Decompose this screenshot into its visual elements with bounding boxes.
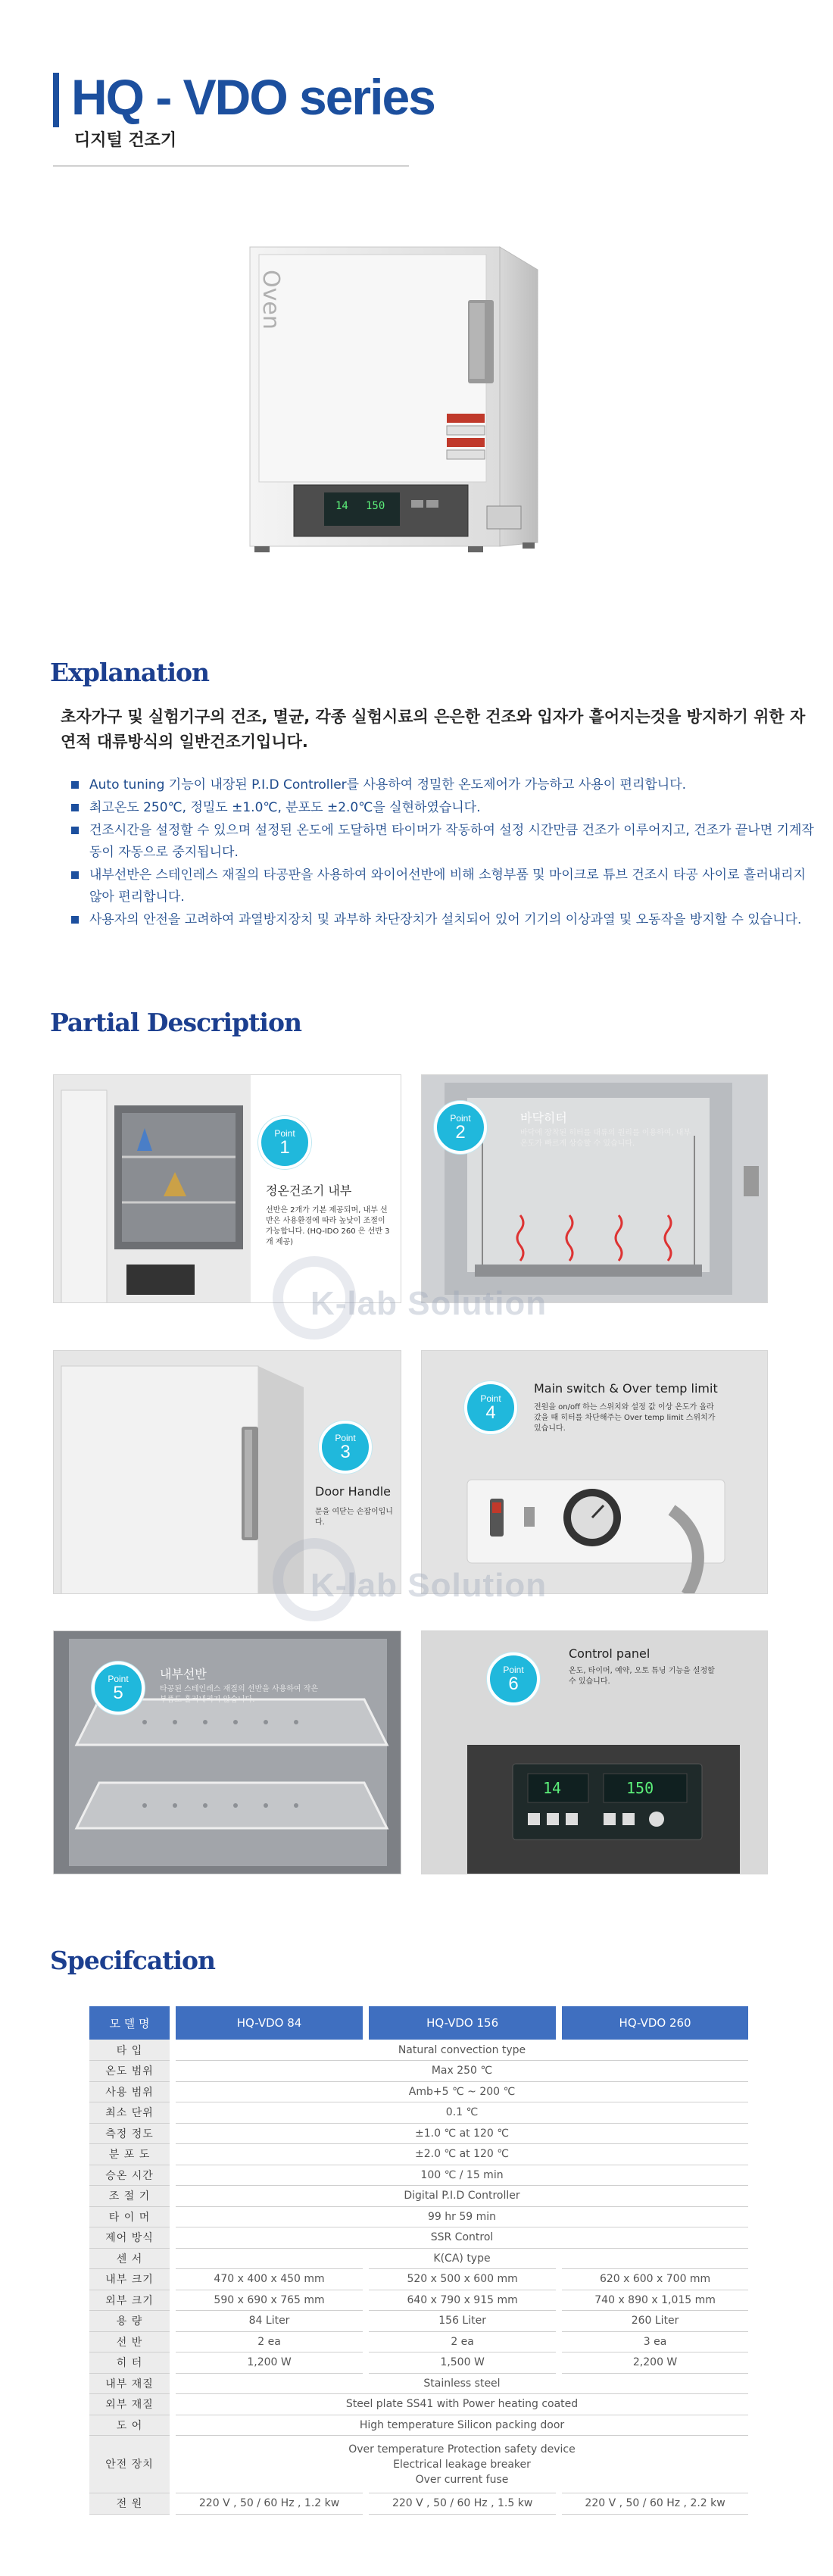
point-badge-number: 5 [113,1683,123,1703]
spec-row-label: 용 량 [89,2311,173,2332]
point-badge-word: Point [480,1393,501,1404]
table-row [89,2061,748,2082]
point-card-5 [53,1630,401,1874]
point-description: 온도, 타이머, 예약, 오토 튜닝 기능을 설정할 수 있습니다. [569,1667,715,1686]
spec-model-header: HQ-VDO 84 [173,2006,366,2040]
point-badge-word: Point [108,1674,129,1684]
table-row [89,2227,748,2249]
point-badge-word: Point [335,1433,356,1443]
point-card-1 [53,1074,401,1303]
spec-row-label: 외부 크기 [89,2290,173,2311]
table-row [89,2248,748,2269]
specification-heading: Specifcation [50,1946,215,1975]
spec-cell: 520 x 500 x 600 mm [366,2269,559,2290]
spec-cell: 220 V , 50 / 60 Hz , 2.2 kw [559,2493,748,2515]
table-row [89,2123,748,2144]
spec-row-label: 분 포 도 [89,2144,173,2165]
oven-display-left: 14 [335,500,348,512]
spec-cell [173,2436,748,2493]
spec-row-label: 제어 방식 [89,2227,173,2249]
point-title: 내부선반 [160,1667,207,1681]
point-description: 선반은 2개가 기본 제공되며, 내부 선반은 사용환경에 따라 높낮이 조절이 가능합니다. (HQ-IDO 260 은 선반 3개 제공) [266,1206,390,1246]
list-item: 내부선반은 스테인레스 재질의 타공판을 사용하여 와이어선반에 비해 소형부품 및 마이크로 튜브 건조시 타공 사이로 흘러내리지 않아 편리합니다. [68,864,818,908]
spec-row-label: 타 입 [89,2040,173,2061]
oven-display-right: 150 [366,500,385,512]
spec-cell: 640 x 790 x 915 mm [366,2290,559,2311]
spec-cell: 220 V , 50 / 60 Hz , 1.2 kw [173,2493,366,2515]
spec-row-label: 타 이 머 [89,2206,173,2227]
spec-cell: ±1.0 ℃ at 120 ℃ [173,2123,748,2144]
point-description: 문을 여닫는 손잡이입니다. [315,1508,393,1527]
point-card-6 [421,1630,768,1874]
spec-row-label: 온도 범위 [89,2061,173,2082]
panel-display-left: 14 [543,1779,562,1797]
spec-row-label: 히 터 [89,2352,173,2374]
spec-cell: Max 250 ℃ [173,2061,748,2082]
table-row [89,2373,748,2394]
point-title: Door Handle [315,1484,391,1499]
point-title: Main switch & Over temp limit [534,1381,718,1396]
spec-cell: 84 Liter [173,2311,366,2332]
point-badge-word: Point [503,1665,524,1675]
explanation-lead: 초자가구 및 실험기구의 건조, 멸균, 각종 실험시료의 은은한 건조와 입자가 흩어지는것을 방지하기 위한 자연적 대류방식의 일반건조기입니다. [61,708,806,751]
page-subtitle: 디지털 건조기 [74,131,177,150]
spec-header-row [89,2006,748,2040]
spec-row-label: 내부 크기 [89,2269,173,2290]
spec-row-label: 센 서 [89,2248,173,2269]
spec-header-label: 모 델 명 [89,2006,173,2040]
spec-cell: 3 ea [559,2331,748,2352]
spec-cell: Amb+5 ℃ ~ 200 ℃ [173,2081,748,2102]
spec-model-header: HQ-VDO 260 [559,2006,748,2040]
spec-cell: Natural convection type [173,2040,748,2061]
spec-row-label: 최소 단위 [89,2102,173,2124]
table-row [89,2290,748,2311]
table-row [89,2493,748,2515]
list-item: 사용자의 안전을 고려하여 과열방지장치 및 과부하 차단장치가 설치되어 있어 기기의 이상과열 및 오동작을 방지할 수 있습니다. [68,909,818,931]
header-divider [53,165,409,167]
point-title: Control panel [569,1646,650,1661]
spec-row-label: 도 어 [89,2415,173,2436]
point-badge-number: 4 [485,1402,496,1423]
spec-cell: 470 x 400 x 450 mm [173,2269,366,2290]
table-row [89,2415,748,2436]
table-row [89,2165,748,2186]
spec-cell: ±2.0 ℃ at 120 ℃ [173,2144,748,2165]
spec-table [89,2006,748,2515]
spec-body [89,2040,748,2514]
spec-row-label: 조 절 기 [89,2186,173,2207]
spec-cell: Digital P.I.D Controller [173,2186,748,2207]
list-item: 최고온도 250℃, 정밀도 ±1.0℃, 분포도 ±2.0℃을 실현하였습니다. [68,797,818,819]
spec-cell: 2 ea [366,2331,559,2352]
point-badge-6 [487,1652,540,1705]
point-badge-5 [92,1662,145,1715]
spec-model-header: HQ-VDO 156 [366,2006,559,2040]
spec-cell: 156 Liter [366,2311,559,2332]
point-description: 전원을 on/off 하는 스위치와 설정 값 이상 온도가 올라갔을 때 히터를 차단해주는 Over temp limit 스위치가 있습니다. [534,1403,716,1433]
spec-cell: 0.1 ℃ [173,2102,748,2124]
table-row [89,2102,748,2124]
list-item: Auto tuning 기능이 내장된 P.I.D Controller를 사용하여 정밀한 온도제어가 가능하고 사용이 편리합니다. [68,774,818,796]
spec-row-label: 승온 시간 [89,2165,173,2186]
table-row [89,2331,748,2352]
spec-cell: 2 ea [173,2331,366,2352]
watermark-text: K-lab Solution [310,1567,548,1604]
spec-cell-line: Electrical leakage breaker [393,2458,531,2471]
spec-row-label: 안전 장치 [89,2436,173,2493]
point-card-2 [421,1074,768,1303]
point-title: 바닥히터 [520,1111,567,1125]
title-accent-bar [53,73,59,127]
spec-cell: Steel plate SS41 with Power heating coated [173,2394,748,2415]
page-title: HQ - VDO series [71,69,435,125]
oven-product-image [241,239,544,573]
spec-cell-line: Over temperature Protection safety device [348,2443,576,2456]
spec-cell: 1,200 W [173,2352,366,2374]
watermark-text: K-lab Solution [310,1285,548,1322]
table-row [89,2186,748,2207]
point-badge-4 [464,1381,517,1434]
spec-cell: 2,200 W [559,2352,748,2374]
point-badge-3 [319,1421,372,1474]
table-row [89,2436,748,2493]
spec-cell: 220 V , 50 / 60 Hz , 1.5 kw [366,2493,559,2515]
point-title: 정온건조기 내부 [266,1183,352,1198]
table-row [89,2206,748,2227]
point-badge-word: Point [274,1128,295,1139]
spec-cell: 99 hr 59 min [173,2206,748,2227]
explanation-list [68,774,818,932]
spec-row-label: 외부 재질 [89,2394,173,2415]
spec-cell: Stainless steel [173,2373,748,2394]
point-badge-1 [258,1116,311,1169]
spec-cell: 620 x 600 x 700 mm [559,2269,748,2290]
oven-brand-label: Oven [257,270,284,330]
table-row [89,2040,748,2061]
table-row [89,2269,748,2290]
table-row [89,2394,748,2415]
spec-cell: 260 Liter [559,2311,748,2332]
spec-cell: K(CA) type [173,2248,748,2269]
spec-cell-line: Over current fuse [415,2473,509,2486]
spec-cell: High temperature Silicon packing door [173,2415,748,2436]
point-description: 타공된 스테인레스 재질의 선반을 사용하여 작은 부품도 흘러내리지 않습니다. [160,1685,319,1704]
point-badge-number: 6 [508,1674,519,1694]
table-row [89,2311,748,2332]
spec-cell: 740 x 890 x 1,015 mm [559,2290,748,2311]
spec-row-label: 측정 정도 [89,2123,173,2144]
point-badge-number: 3 [340,1442,351,1462]
spec-cell: 100 ℃ / 15 min [173,2165,748,2186]
panel-display-right: 150 [626,1779,654,1797]
spec-cell: SSR Control [173,2227,748,2249]
spec-cell: 590 x 690 x 765 mm [173,2290,366,2311]
explanation-heading: Explanation [50,658,209,687]
list-item: 건조시간을 설정할 수 있으며 설정된 온도에 도달하면 타이머가 작동하여 설정 시간만큼 건조가 이루어지고, 건조가 끝나면 기계작동이 자동으로 중지됩니다. [68,820,818,864]
spec-row-label: 선 반 [89,2331,173,2352]
spec-cell: 1,500 W [366,2352,559,2374]
partial-description-heading: Partial Description [50,1008,301,1037]
point-description: 바닥에 장착된 히터를 대류의 원리를 이용하여, 내부 온도가 빠르게 상승할 수 있습니다. [520,1129,691,1148]
spec-row-label: 사용 범위 [89,2081,173,2102]
point-badge-2 [434,1101,487,1154]
table-row [89,2144,748,2165]
point-card-4 [421,1350,768,1594]
point-badge-number: 2 [455,1122,466,1143]
table-row [89,2352,748,2374]
point-badge-number: 1 [279,1137,290,1158]
spec-row-label: 내부 재질 [89,2373,173,2394]
spec-row-label: 전 원 [89,2493,173,2515]
point-badge-word: Point [450,1113,471,1124]
table-row [89,2081,748,2102]
